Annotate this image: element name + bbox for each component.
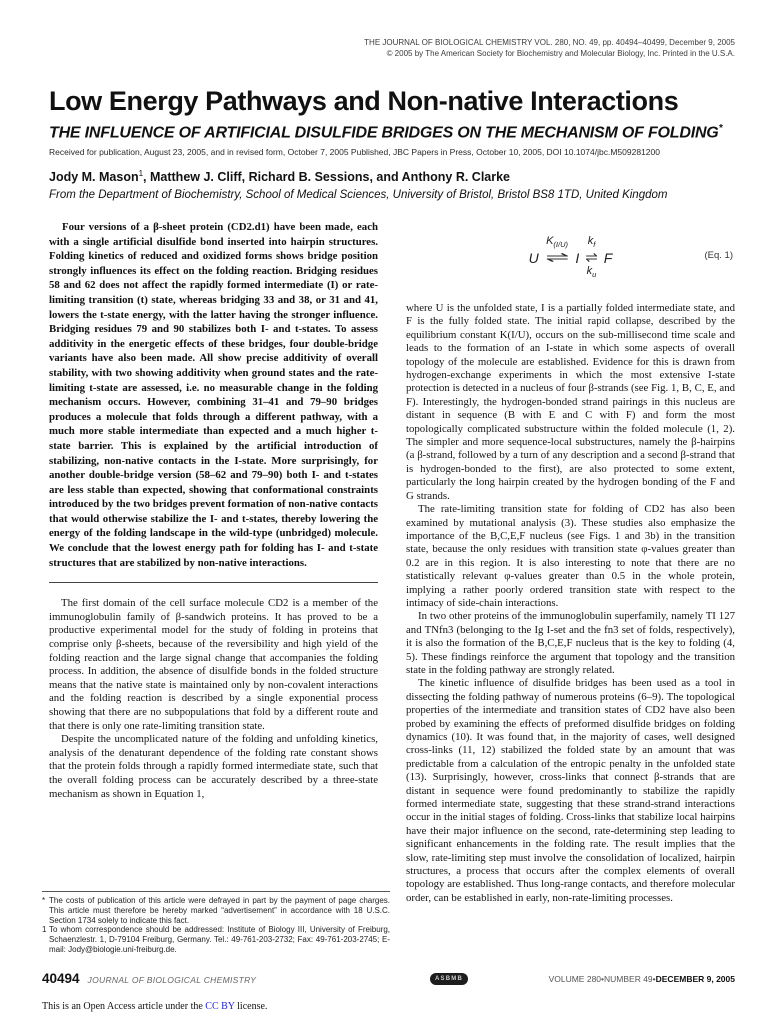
harpoon-arrow-icon: ⇌ bbox=[585, 249, 598, 266]
equation-kf-label: $k_f$ bbox=[587, 234, 596, 250]
author-names-rest: , Matthew J. Cliff, Richard B. Sessions, and Anthony R. Clarke bbox=[143, 170, 511, 185]
abstract-divider-rule bbox=[49, 582, 378, 583]
cc-by-license-link[interactable]: CC BY bbox=[205, 1001, 235, 1012]
open-access-pre: This is an Open Access article under the bbox=[42, 1001, 206, 1012]
left-column bbox=[49, 220, 378, 960]
intro-paragraph-2: Despite the uncomplicated nature of the folding and unfolding kinetics, analysis of the denaturant dependence of the folding rate constant shows that the protein folds through a rapidly formed intermediate state, such that the overall folding process can be accurately described by a three-state mechanism as shown in Equation 1, bbox=[49, 733, 378, 800]
author-names: Jody M. Mason bbox=[49, 170, 139, 185]
page-title: Low Energy Pathways and Non-native Interactions bbox=[49, 86, 679, 116]
masthead-line2: © 2005 by The American Society for Biochemistry and Molecular Biology, Inc. Printed in the U.S.A. bbox=[386, 48, 735, 58]
asbmb-logo-icon: ASBMB bbox=[430, 973, 468, 985]
open-access-statement bbox=[42, 1001, 267, 1012]
authors-line bbox=[49, 166, 739, 185]
equation-number: (Eq. 1) bbox=[704, 250, 733, 261]
footnote-star-mark: * bbox=[42, 896, 46, 905]
equation-ku-label: $k_u$ bbox=[586, 264, 597, 280]
body-paragraph-2: The rate-limiting transition state for folding of CD2 has also been examined by mutational analysis (3). These studies also emphasize the importance of the B,C,E,F nucleus (see Figs. 1 and 3b) in the transition state, because the only residues with transition state φ-values greater than 0.2 are in this region. It is also interesting to note that there are no statistically relevant φ-values greater than 0.5 in the whole protein, implying a rather poorly ordered transition state with respect to the intimacy of side-chain interactions. bbox=[406, 503, 735, 609]
abstract-paragraph: Four versions of a β-sheet protein (CD2.d1) have been made, each with a single artificial disulfide bond inserted into hairpin structures. Folding kinetics of reduced and oxidized forms shows bridge position strongly influences its effect on the folding reaction. Bridging residues 58 and 62 does not affect the rapidly formed intermediate (I) or rate-limiting transition (t) state, whereas bridging 33 and 38, or 31 and 41, lowers the t-state energy, with the latter having the stronger influence. Bridging residues 79 and 90 stabilizes both I- and t-states. To assess additivity in the energetic effects of these bridges, four double-bridge variants have also been made. All show precise additivity of overall stability, with two showing additivity when ground states and the rate-limiting t-state are assessed, i.e. no measurable change in the folding mechanism occurs. However, combining 31–41 and 79–90 bridges produces a molecule that folds through a different pathway, with a much more stable intermediate than expected and a much higher t-state barrier. This is explained by the artificial introduction of stabilizing, non-native contacts in the I-state. More surprisingly, for another double-bridge version (58–62 and 79–90) both I- and t-states are less stable than expected, showing that conformational constraints introduced by the two bridges prevent formation of non-native contacts that would otherwise stabilize the I- and t-states, thereby lowering the energy of the folding landscape in the wild-type (unbridged) molecule. We conclude that the lowest energy path for folding has I- and t-state structures that are stabilized by non-native interactions. bbox=[49, 221, 378, 569]
page-number: 40494 bbox=[42, 971, 80, 986]
footnote-star-text: The costs of publication of this article were defrayed in part by the payment of page charges. This article must therefore be hereby marked “advertisement” in accordance with 18 U.S.C. Section 1734 solely to indicate this fact. bbox=[49, 896, 390, 925]
footer-journal-name: JOURNAL OF BIOLOGICAL CHEMISTRY bbox=[87, 975, 257, 985]
footer-volume-info bbox=[549, 974, 735, 984]
equation-state-f: F bbox=[603, 250, 613, 266]
journal-masthead bbox=[364, 38, 735, 59]
body-paragraph-1: where U is the unfolded state, I is a partially folded intermediate state, and F is the fully folded state. The initial rapid collapse, described by the equilibrium constant K(I/U), occurs on the sub-millisecond time scale and leads to the formation of an I-state in which some aspects of overall topology of the molecule are established. Evidence for this is drawn from hydrogen-exchange experiments in which the most extensive I-state protection is detected in a nucleus of four β-strands (see Fig. 1, B, C, E, and F). Interestingly, the hydrogen-bonded strand pairings in this nucleus are distant in sequence (B with E and C with F) and form the most topologically complicated substructure within the folded molecule (1, 2). The simpler and more sequence-local substructures, namely the β-hairpins (a β-strand, followed by a turn of any description and a second β-strand that is hydrogen-bonded to the first), are also protected to some extent, particularly the long hairpin created by the hydrogen bonding of the F and G strands. bbox=[406, 302, 735, 502]
footnotes-block bbox=[42, 891, 390, 955]
footer-left bbox=[42, 971, 256, 986]
equation-1 bbox=[406, 222, 735, 294]
equilibrium-arrow-kf-ku bbox=[585, 236, 598, 280]
equation-spacer bbox=[556, 267, 559, 279]
footnote-1 bbox=[42, 925, 390, 954]
body-paragraph-4: The kinetic influence of disulfide bridges has been used as a tool in dissecting the folding pathway of numerous proteins (6–9). The topological properties of the intermediate and transition states of CD2 have also been probed by examining the effects of preformed disulfide bridges on folding dynamics (10). It was found that, in the majority of cases, well designed cross-links (11, 12) stabilized the folded state by an amount that was predictable from a calculation of the entropic penalty in the unfolded state (13). Surprisingly, however, cross-links that connect β-strands that are distant in sequence were found predominantly to stabilize the rapidly formed intermediate state, suggesting that these strand-strand interactions occur in the initial stages of folding. Cross-links that stabilize local hairpins have their major influence on the second, rate-determining step leading to significant enhancements in the folding rate. The result implies that the slow, rate-limiting step must involve the consolidation of localized, hairpin structures, a process that occurs after the complex elements of overall topology are established. Thus long-range contacts, and therefore molecular order, can be established in early, non-rate-limiting processes. bbox=[406, 677, 735, 904]
affiliation-line: From the Department of Biochemistry, School of Medical Sciences, University of Bristol, Bristol BS8 1TD, United Kingdom bbox=[49, 189, 668, 202]
volume-number-text: VOLUME 280•NUMBER 49• bbox=[548, 974, 656, 984]
right-column bbox=[406, 220, 735, 960]
equation-state-i: I bbox=[575, 250, 580, 266]
subtitle-footnote-mark: * bbox=[718, 123, 723, 134]
masthead-line1: THE JOURNAL OF BIOLOGICAL CHEMISTRY VOL. 280, NO. 49, pp. 40494–40499, December 9, 2005 bbox=[364, 38, 735, 47]
issue-date-text: DECEMBER 9, 2005 bbox=[655, 974, 735, 984]
equilibrium-arrow-k bbox=[545, 236, 570, 280]
footnote-star bbox=[42, 896, 390, 925]
equation-state-u: U bbox=[528, 250, 539, 266]
body-paragraph-3: In two other proteins of the immunoglobulin superfamily, namely TI 127 and TNfn3 (belonging to the Ig I-set and the fn3 set of folds, respectively), it is also the formation of the B,C,E,F nucleus that is the key to folding (4, 5). These findings reinforce the argument that topology and the transition state in the folding pathway are strongly related. bbox=[406, 610, 735, 676]
footnote-1-mark: 1 bbox=[42, 925, 47, 935]
equation-K-label: $K_{(I/U)}$ bbox=[546, 234, 568, 250]
subtitle-text: THE INFLUENCE OF ARTIFICIAL DISULFIDE BRIDGES ON THE MECHANISM OF FOLDING bbox=[49, 124, 719, 142]
page-footer bbox=[42, 971, 735, 991]
received-line: Received for publication, August 23, 2005, and in revised form, October 7, 2005 Published, JBC Papers in Press, October 10, 2005, DOI 10.1074/jbc.M509281200 bbox=[49, 147, 660, 158]
article-subtitle bbox=[49, 119, 739, 142]
open-access-post: license. bbox=[234, 1001, 268, 1012]
title-block bbox=[49, 86, 739, 202]
author-footnote-mark: 1 bbox=[138, 169, 144, 179]
harpoon-arrow-icon: ⇌ bbox=[545, 249, 569, 266]
footnote-1-text: To whom correspondence should be addressed: Institute of Biology III, University of Freiburg, Schaenzlestr. 1, D-79104 Freiburg, Germany. Tel.: 49-761-203-2732; Fax: 49-761-203-2745; E-mail: Jody@biologie.uni-freiburg.de. bbox=[49, 925, 390, 954]
intro-paragraph-1: The first domain of the cell surface molecule CD2 is a member of the immunoglobulin family of β-sandwich proteins. It has proved to be a productive experimental model for the study of folding in proteins that comprise only β-sheets, because of the reversibility and high yield of the folding reaction and the large signal change that accompanies the folding process. In addition, the absence of disulfide bonds in the folded structure means that the native state is maintained only by non-covalent interactions and the folding reaction is described by a single exponential process showing that there are no subpopulations that fold by a different route and that there is only one rate-limiting transition state. bbox=[49, 597, 378, 732]
article-body bbox=[49, 220, 735, 960]
